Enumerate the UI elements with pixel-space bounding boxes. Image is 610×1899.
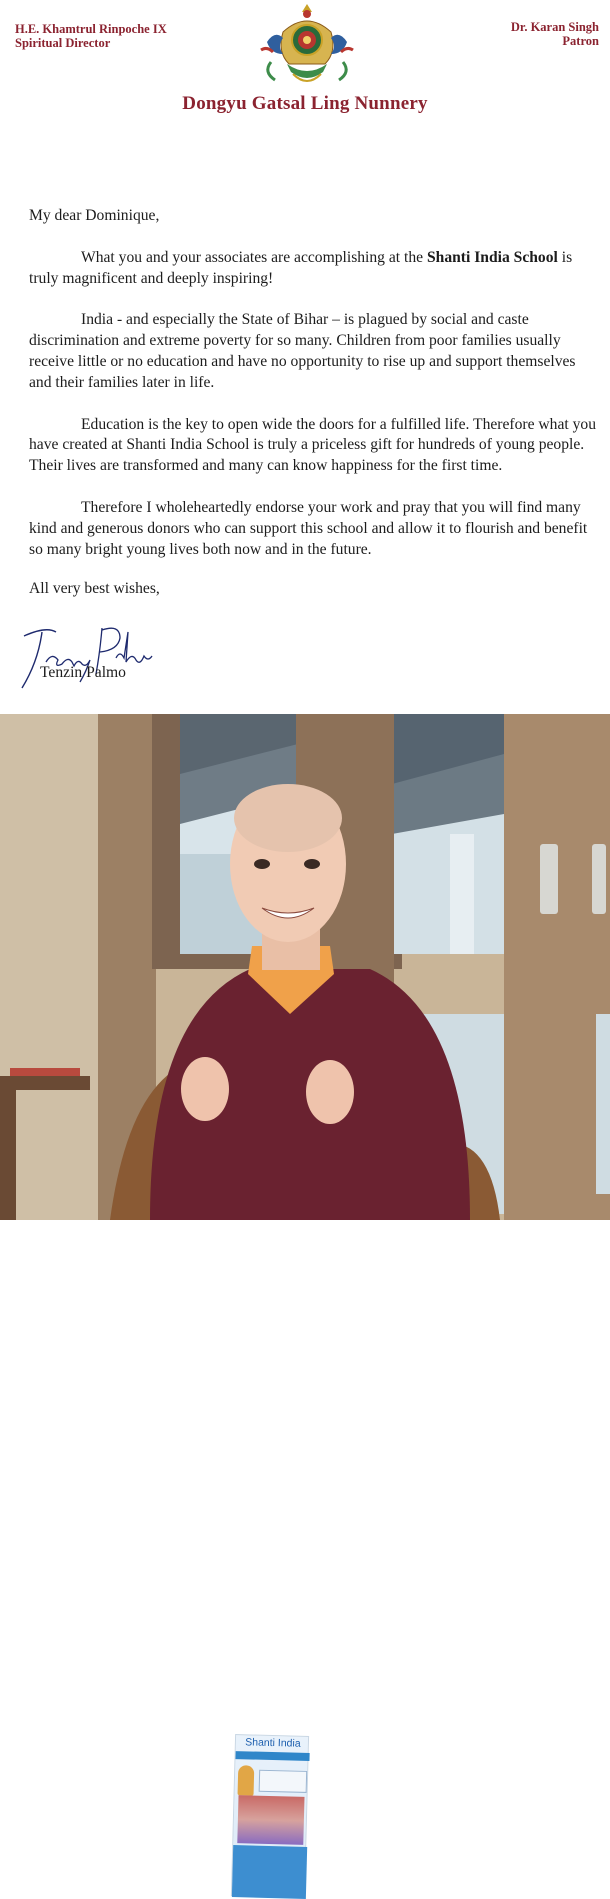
signer-name: Tenzin Palmo [40,664,126,681]
organization-name: Dongyu Gatsal Ling Nunnery [182,93,428,114]
salutation: My dear Dominique, [29,207,160,224]
brochure-text-panel [232,1845,307,1899]
brochure-school-badge [259,1770,308,1793]
handwritten-signature [16,622,156,694]
director-name: H.E. Khamtrul Rinpoche IX [15,22,167,36]
letter-body [29,206,599,621]
closing: All very best wishes, [29,580,160,598]
photo-nun-with-brochure [0,714,610,1750]
brochure-band [235,1751,309,1761]
brochure-photo [237,1795,304,1845]
director-title: Spiritual Director [15,36,111,50]
paragraph-1-start: What you and your associates are accomplishing at the [81,248,427,266]
brochure-title: Shanti India [245,1736,301,1750]
school-name: Shanti India School [426,248,558,266]
photo-scene [0,714,610,1220]
paragraph-3: Education is the key to open wide the doors for a fulfilled life. Therefore what you have created at Shanti India School is truly a priceless gift for hundreds of young people. Their lives are transformed and many can know happiness for the first time. [29,415,597,475]
shanti-india-brochure [231,1734,309,1898]
patron-title: Patron [562,34,599,48]
paragraph-2: India - and especially the State of Bihar – is plagued by social and caste discrimination and extreme poverty for so many. Children from poor families usually receive little or no education and have no opportunity to rise up and support themselves and their families later in life. [29,311,576,391]
paragraph-1-end: is truly magnificent and deeply inspiring! [29,248,573,287]
paragraph-4: Therefore I wholeheartedly endorse your work and pray that you will find many kind and generous donors who can support this school and allow it to flourish and benefit so many bright young lives both now and in the future. [29,498,588,558]
paragraph-1 [29,248,599,290]
letterhead-left [15,22,167,50]
brochure-logo-icon [238,1765,255,1795]
patron-name: Dr. Karan Singh [510,20,599,34]
letter-page [0,0,610,714]
nunnery-emblem-icon [253,2,361,92]
letterhead-right [511,20,599,48]
